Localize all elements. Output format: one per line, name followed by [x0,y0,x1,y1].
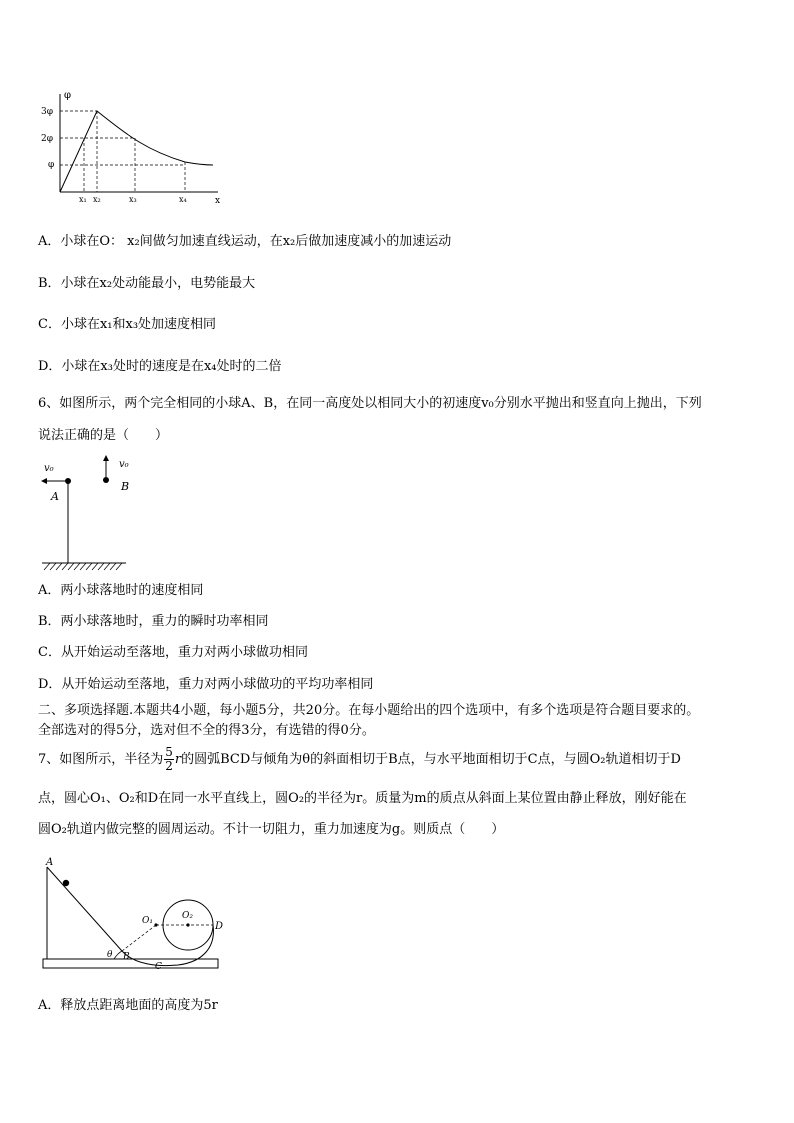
q7-stem-prefix: 7、如图所示，半径为 [38,752,164,767]
label-b: B [123,952,130,962]
q7-radius-r: r [174,752,182,767]
particle-m [63,880,69,886]
q6-figure [38,452,148,577]
label-o2: O₂ [182,911,193,921]
q6-option-b: B．两小球落地时，重力的瞬时功率相同 [38,614,269,629]
label-v0-horizontal: v₀ [44,463,54,474]
phi-axis-label: φ [64,90,72,101]
q6-option-c: C．从开始运动至落地，重力对两小球做功相同 [38,645,308,660]
q6-stem-line2: 说法正确的是（ ） [38,428,169,443]
ball-a [65,478,71,484]
tick-x3: x₃ [129,195,137,204]
label-v0-vertical: v₀ [119,459,129,470]
label-a: A [51,490,59,503]
label-d: D [215,921,224,932]
q6-option-d: D．从开始运动至落地，重力对两小球做功的平均功率相同 [38,677,374,692]
q7-option-a: A．释放点距离地面的高度为5r [38,998,218,1013]
tick-x1: x₁ [79,195,87,204]
q7-stem-rest: 的圆弧BCD与倾角为θ的斜面相切于B点，与水平地面相切于C点，与圆O₂轨道相切于D [181,752,681,767]
tick-2phi: 2φ [41,134,54,144]
q5-option-b: B．小球在x₂处动能最小，电势能最大 [38,276,256,291]
phi-x-graph [38,88,228,208]
label-a: A [46,857,54,868]
label-c: C [155,962,162,972]
label-theta: θ [107,950,113,960]
q7-frac-num: 5 [165,745,173,759]
tick-x2: x₂ [93,195,101,204]
x-axis-label: x [215,196,221,206]
label-o1: O₁ [142,916,153,926]
tick-x4: x₄ [179,195,187,204]
q7-fraction [164,746,174,773]
section2-heading-line2: 全部选对的得5分，选对但不全的得3分，有选错的得0分。 [38,723,375,738]
ball-b [103,477,109,483]
q5-option-a: A．小球在O： x₂间做匀加速直线运动，在x₂后做加速度减小的加速运动 [38,234,452,249]
q7-stem-line2: 点，圆心O₁、O₂和D在同一水平直线上，圆O₂的半径为r。质量为m的质点从斜面上某位置由静止释放，刚好能在 [38,791,687,806]
q7-stem-line1 [38,746,681,773]
q6-option-a: A．两小球落地时的速度相同 [38,583,204,598]
q7-stem-line3: 圆O₂轨道内做完整的圆周运动。不计一切阻力，重力加速度为g。则质点（ ） [38,822,505,837]
tick-3phi: 3φ [41,107,54,117]
section2-heading-line1: 二、多项选择题.本题共4小题，每小题5分，共20分。在每小题给出的四个选项中，有多个选项是符合题目要求的。 [38,703,700,718]
q6-stem-line1: 6、如图所示，两个完全相同的小球A、B，在同一高度处以相同大小的初速度v₀分别水平抛出和竖直向上抛出，下列 [38,396,702,411]
q5-option-d: D．小球在x₃处时的速度是在x₄处时的二倍 [38,359,282,374]
label-b: B [121,480,130,493]
q5-option-c: C．小球在x₁和x₃处加速度相同 [38,317,217,332]
q7-figure [38,855,238,980]
tick-phi: φ [48,160,55,170]
q7-frac-den: 2 [165,759,173,773]
